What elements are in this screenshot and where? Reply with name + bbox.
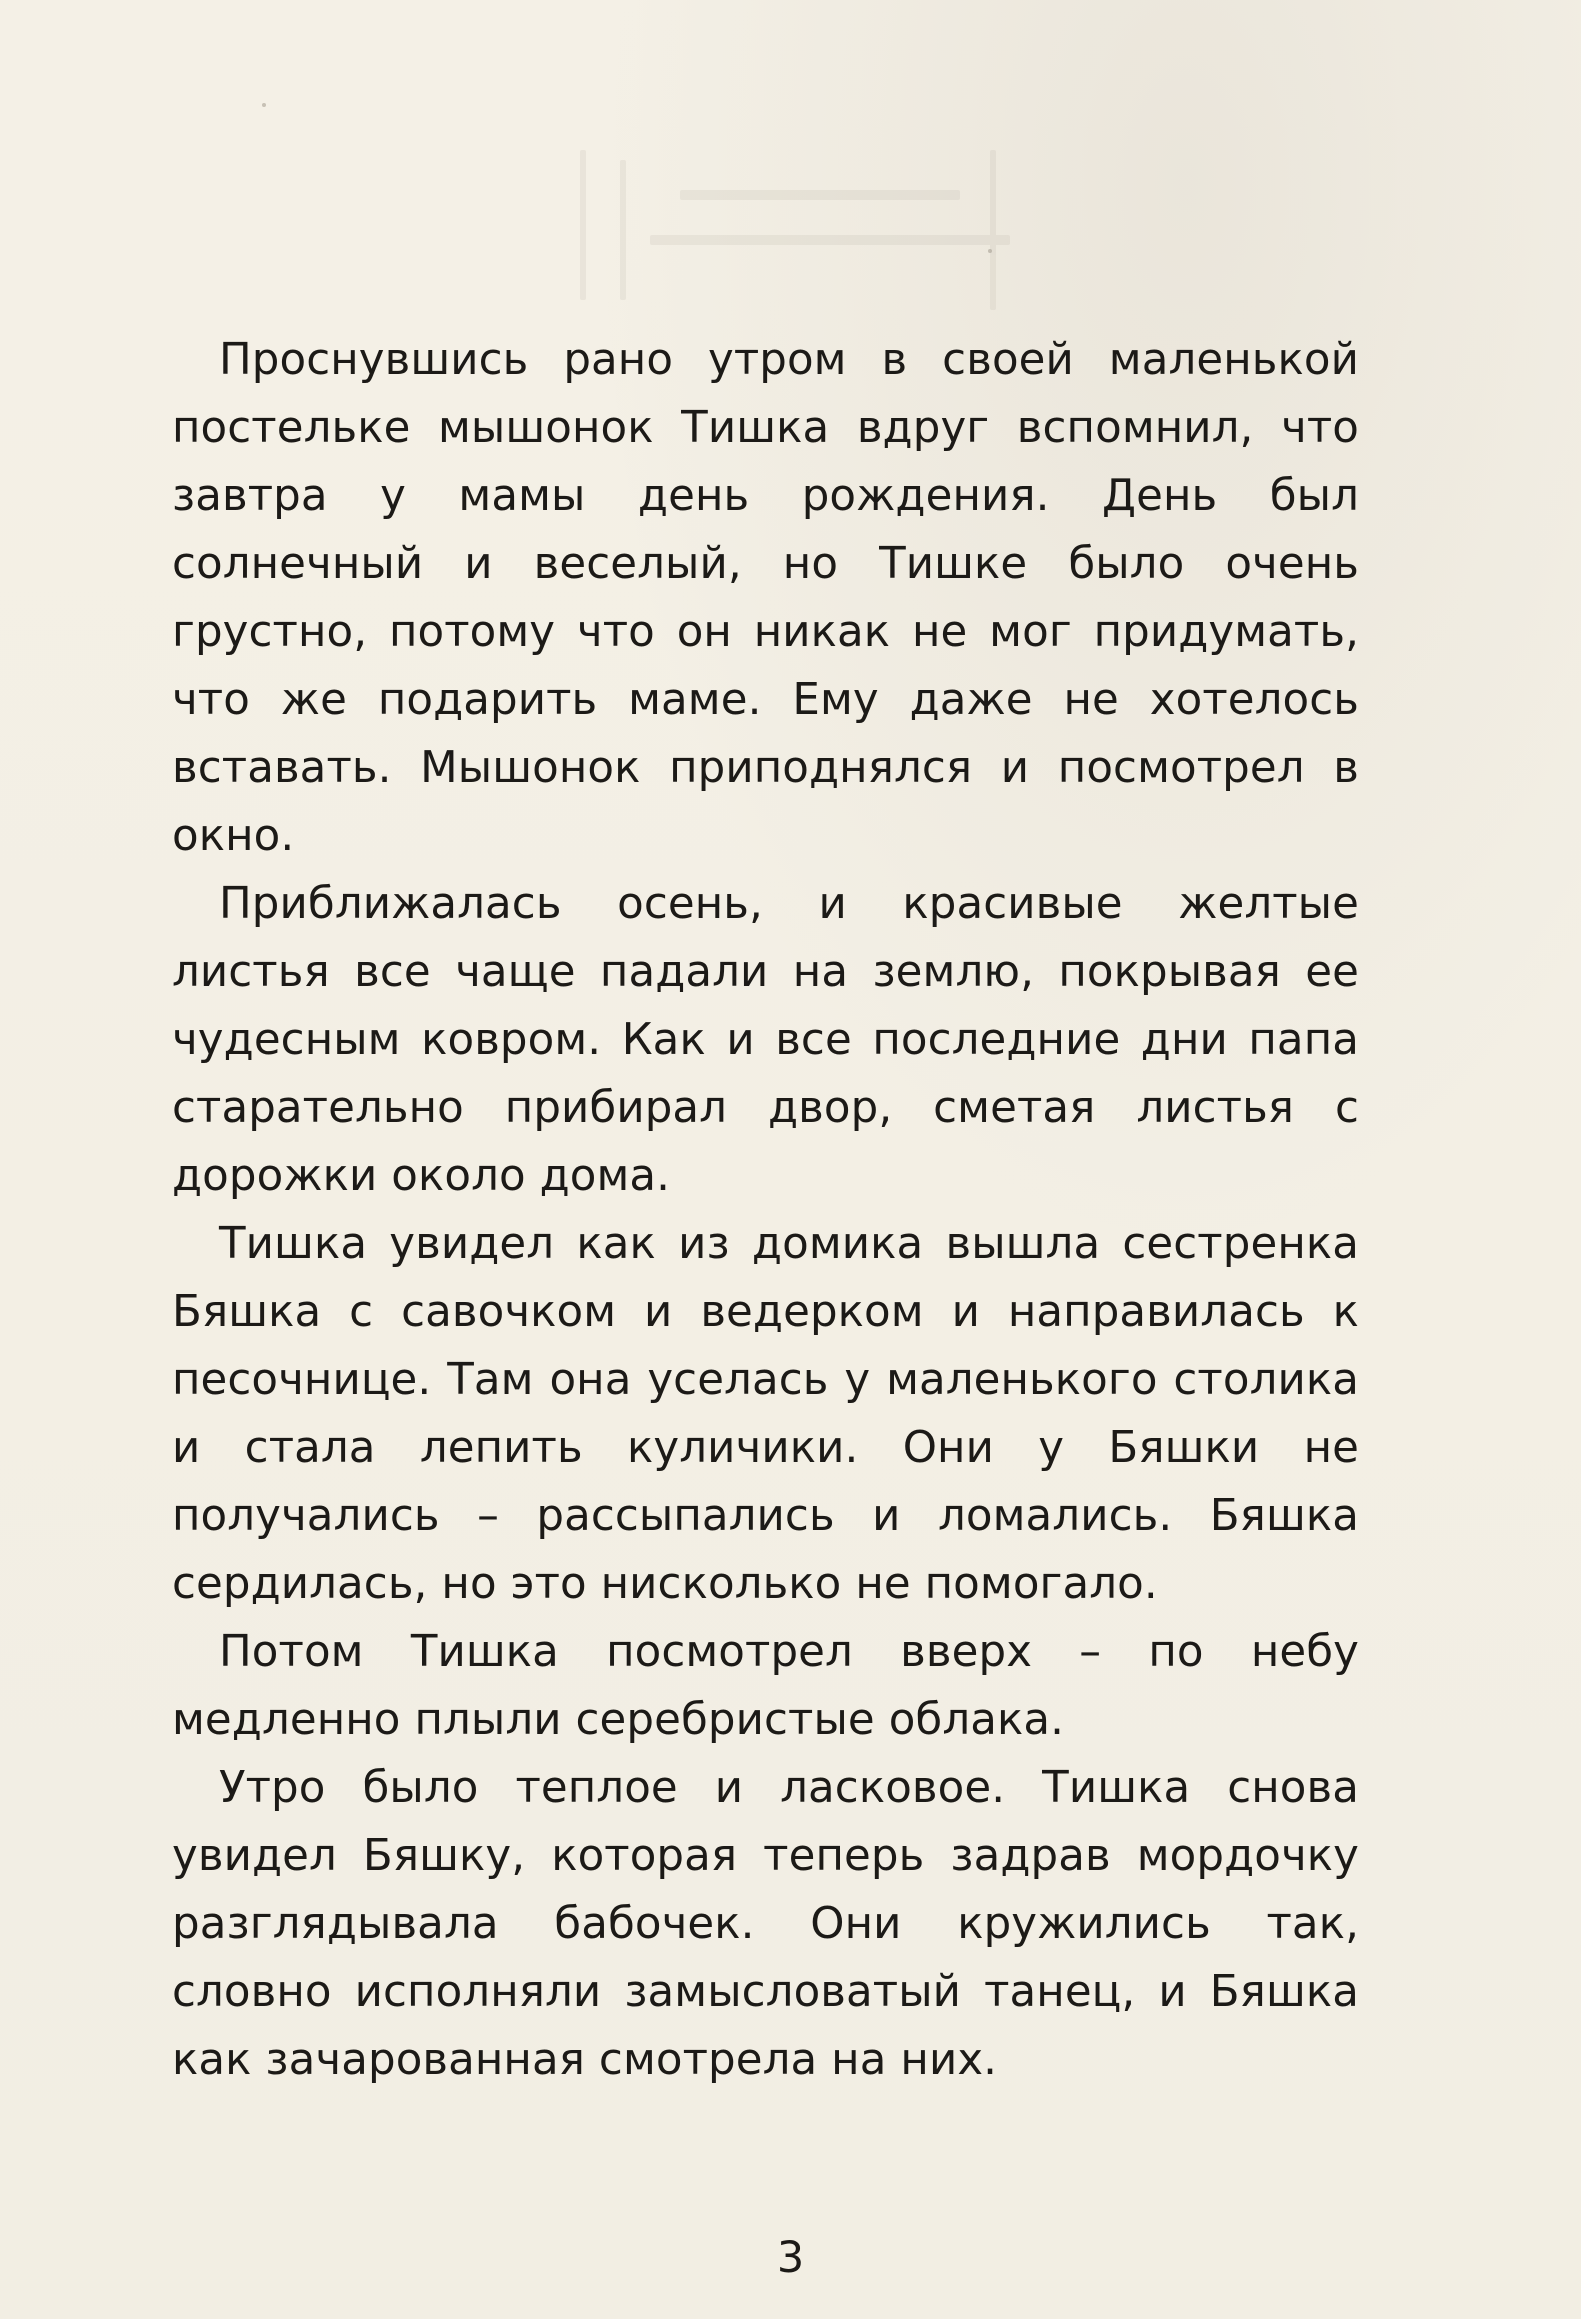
paragraph-1: Проснувшись рано утром в своей маленькой постельке мышонок Тишка вдруг вспомнил, что завтра у мамы день рождения. День был солнечный и веселый, но Тишке было очень грустно, потому что он никак не мог придумать, что же подарить маме. Ему даже не хотелось вставать. Мышонок приподнялся и посмотрел в окно. xyxy=(172,335,1359,861)
paragraph-2: Приближалась осень, и красивые желтые листья все чаще падали на землю, покрывая ее чудесным ковром. Как и все последние дни папа старательно прибирал двор, сметая листья с дорожки около дома. xyxy=(172,879,1359,1201)
paragraph-3: Тишка увидел как из домика вышла сестренка Бяшка с савочком и ведерком и направилась к песочнице. Там она уселась у маленького столика и стала лепить куличики. Они у Бяшки не получались – рассыпались и ломались. Бяшка сердилась, но это нисколько не помогало. xyxy=(172,1219,1359,1609)
paper-speck xyxy=(988,249,992,253)
paper-speck xyxy=(262,103,266,107)
paragraph-5: Утро было теплое и ласковое. Тишка снова увидел Бяшку, которая теперь задрав мордочку разглядывала бабочек. Они кружились так, словно исполняли замысловатый танец, и Бяшка как зачарованная смотрела на них. xyxy=(172,1763,1359,2085)
story-text xyxy=(172,326,1359,2094)
paragraph-4: Потом Тишка посмотрел вверх – по небу медленно плыли серебристые облака. xyxy=(172,1627,1359,1745)
page-number: 3 xyxy=(776,2233,805,2283)
show-through-text xyxy=(560,150,1080,320)
